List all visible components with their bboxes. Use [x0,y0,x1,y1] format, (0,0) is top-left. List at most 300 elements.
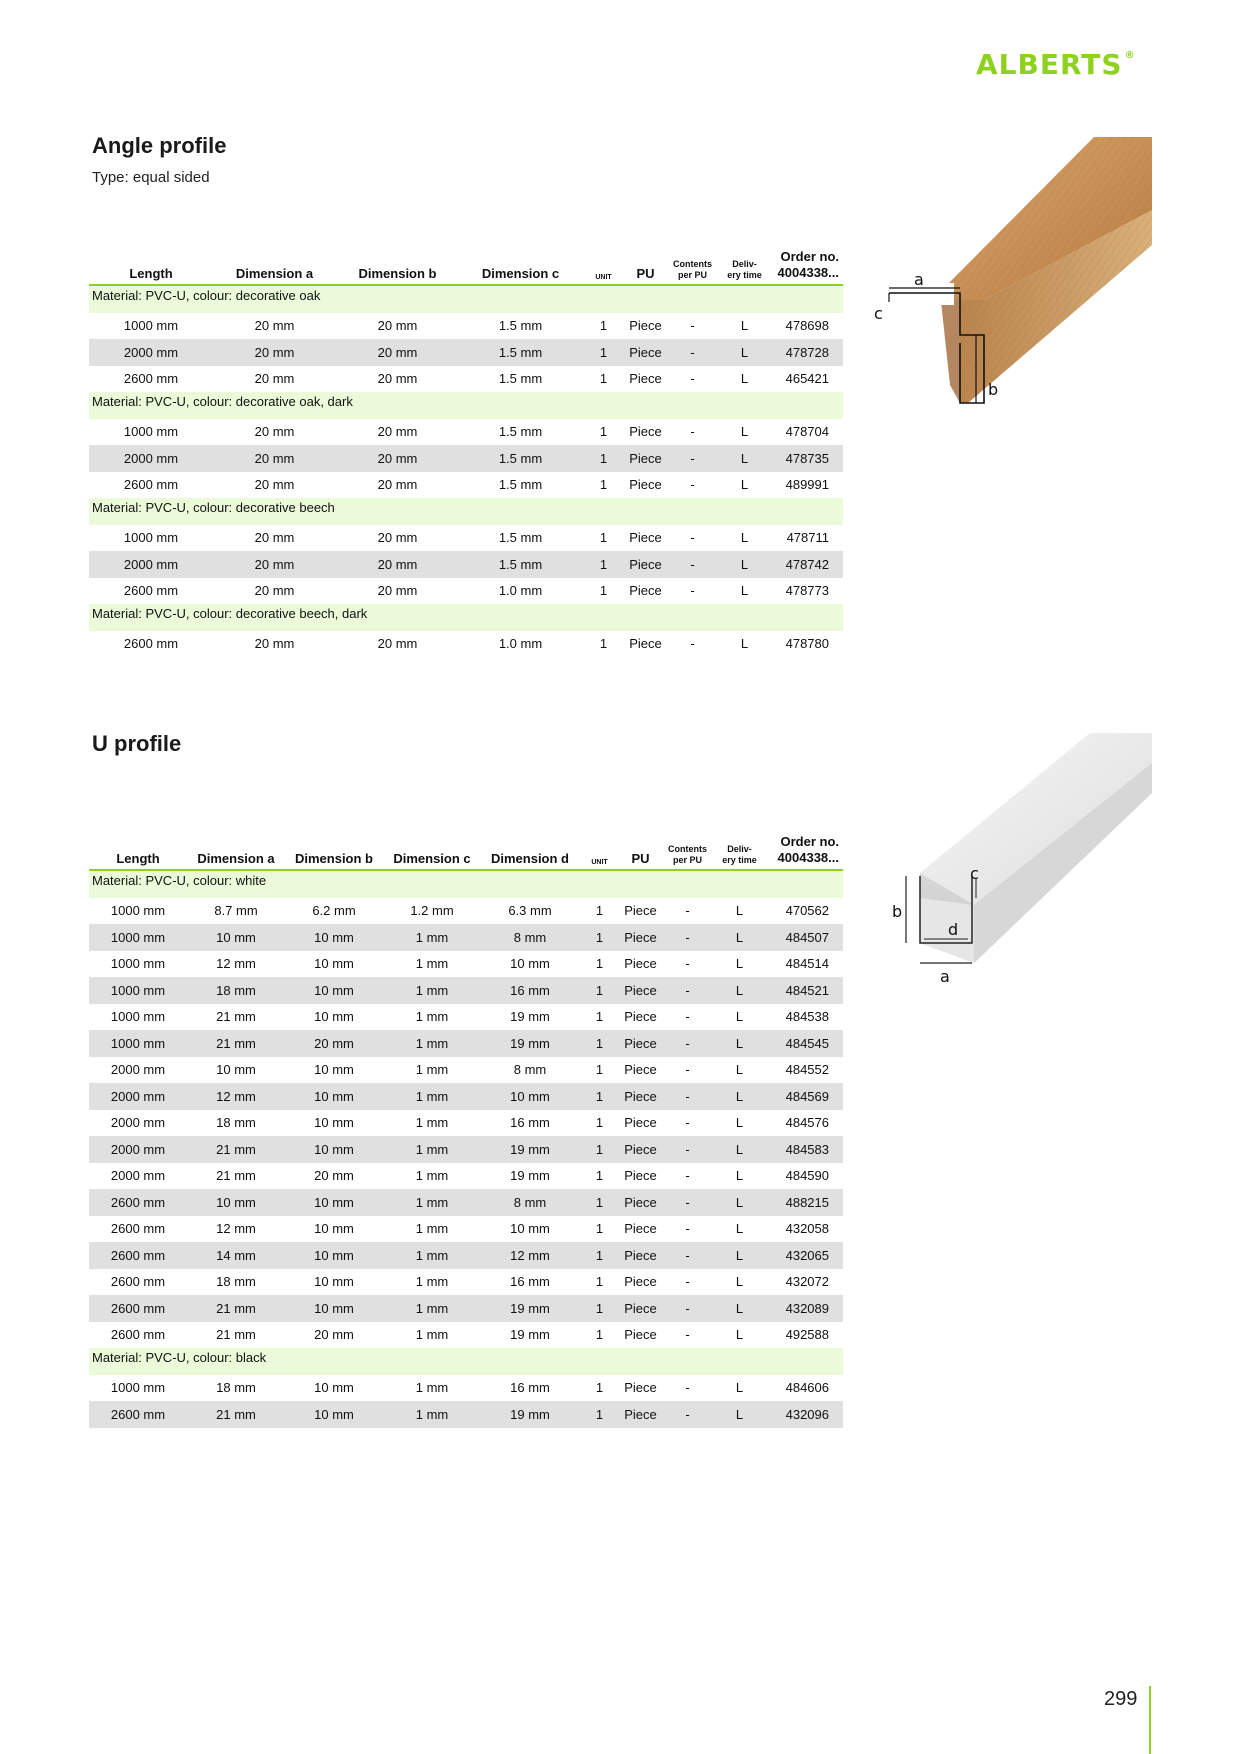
table-cell: Piece [625,339,666,366]
brand-logo [976,48,1136,81]
table-cell: 2600 mm [123,636,179,652]
table-cell: Piece [629,636,662,652]
angle-table-body [89,285,843,657]
table-cell: 1000 mm [123,424,179,440]
table-cell: 20 mm [254,424,295,440]
table-cell: 20 mm [254,477,295,493]
angle-profile-subtitle: Type: equal sided [92,169,210,186]
table-cell: L [735,1327,744,1343]
table-cell: Piece [620,1189,661,1216]
table-cell: - [690,530,695,546]
col-delivery-line2: ery time [727,270,762,280]
table-row [89,1242,843,1269]
table-cell: 1000 mm [123,530,179,546]
table-cell: Piece [624,1009,657,1025]
table-cell: 21 mm [216,1327,256,1343]
table-cell: 20 mm [213,445,336,472]
table-cell: - [685,1327,690,1343]
table-cell: 1 [595,1274,604,1290]
table-cell: 20 mm [377,583,418,599]
u-profile-table [89,834,843,1428]
material-row [89,285,843,313]
cell-order-no: 478711 [786,530,829,546]
table-cell: 10 mm [285,1189,383,1216]
table-cell: 20 mm [377,636,418,652]
table-cell: L [735,1115,744,1131]
table-cell: L [714,1295,765,1322]
table-cell: 10 mm [216,1062,256,1078]
col-delivery-line2: ery time [722,855,757,865]
table-cell: Piece [620,1401,661,1428]
table-cell: 16 mm [510,1115,550,1131]
table-cell: - [661,1030,714,1057]
table-cell: 20 mm [254,636,295,652]
table-cell: 14 mm [187,1242,285,1269]
table-cell: Piece [629,371,662,387]
table-cell: Piece [620,1030,661,1057]
table-cell: 1 mm [415,1380,449,1396]
table-cell: 20 mm [314,1327,354,1343]
table-cell: 1 mm [415,1115,449,1131]
table-cell: 12 mm [216,956,256,972]
table-cell: 2600 mm [89,1295,187,1322]
table-cell: 10 mm [314,1062,354,1078]
cell-order-no: 470562 [785,903,829,919]
table-row [89,472,843,499]
table-cell: 2000 mm [89,551,213,578]
table-cell: 1.0 mm [498,583,543,599]
table-cell: 1 [582,445,625,472]
table-cell: 10 mm [314,1274,354,1290]
cell-order-no: 484606 [785,1380,829,1396]
table-row [89,419,843,446]
table-cell: - [690,318,695,334]
material-row [89,604,843,631]
table-cell: 19 mm [510,1009,550,1025]
table-cell: 1 [582,339,625,366]
table-cell: 16 mm [510,1274,550,1290]
table-cell: 10 mm [510,956,550,972]
table-cell: 10 mm [187,1189,285,1216]
table-cell: 21 mm [187,1030,285,1057]
table-cell: 2600 mm [110,1327,166,1343]
col-contents-line2: per PU [677,270,707,280]
table-cell: 8 mm [481,1189,579,1216]
table-cell: 10 mm [314,956,354,972]
table-cell: 1 mm [415,1327,449,1343]
table-cell: - [690,636,695,652]
table-cell: 21 mm [187,1401,285,1428]
col-dimension-c: Dimension c [459,249,582,285]
table-cell: 2600 mm [110,1221,166,1237]
table-cell: L [740,424,749,440]
table-cell: 1 [582,551,625,578]
cell-order-no: 432065 [765,1242,843,1269]
table-cell: 2600 mm [110,1274,166,1290]
cell-order-no: 465421 [785,371,829,387]
table-cell: 1 mm [415,1274,449,1290]
col-delivery-time [714,834,765,870]
table-row [89,366,843,393]
table-cell: Piece [620,1295,661,1322]
material-row [89,498,843,525]
table-cell: 1 mm [415,1062,449,1078]
table-cell: - [661,1083,714,1110]
cell-order-no: 478735 [770,445,843,472]
table-cell: 20 mm [377,371,418,387]
diagram-label-c: c [874,304,883,323]
table-cell: 10 mm [510,1221,550,1237]
table-cell: 20 mm [377,424,418,440]
table-cell: 10 mm [314,1380,354,1396]
table-cell: L [714,1242,765,1269]
table-cell: 20 mm [377,530,418,546]
table-cell: - [690,424,695,440]
cell-order-no: 492588 [785,1327,829,1343]
table-cell: 2600 mm [89,1401,187,1428]
table-cell: L [740,530,749,546]
angle-profile-title: Angle profile [92,133,227,158]
table-cell: L [740,583,749,599]
table-cell: 1 [579,1401,620,1428]
col-unit: UNIT [582,249,625,285]
table-cell: 1 [579,1189,620,1216]
table-row [89,1057,843,1084]
table-cell: 19 mm [481,1030,579,1057]
table-cell: 1.5 mm [498,371,543,387]
table-cell: 1 [595,1380,604,1396]
cell-order-no: 478773 [785,583,829,599]
table-cell: 1 [595,1115,604,1131]
diagram-label-a: a [940,967,950,986]
table-cell: L [714,1189,765,1216]
table-row [89,339,843,366]
table-cell: 20 mm [336,445,459,472]
table-cell: 1 [595,1168,604,1184]
table-cell: - [685,1009,690,1025]
table-cell: Piece [624,1221,657,1237]
table-cell: 20 mm [254,530,295,546]
table-cell: Piece [624,903,657,919]
table-cell: 1000 mm [89,1030,187,1057]
table-cell: L [714,924,765,951]
table-row [89,898,843,925]
table-row [89,445,843,472]
table-cell: L [735,1380,744,1396]
table-row [89,551,843,578]
table-cell: - [685,1062,690,1078]
table-cell: - [661,1242,714,1269]
table-cell: 1000 mm [110,1380,166,1396]
table-cell: - [661,924,714,951]
table-cell: L [735,1168,744,1184]
table-cell: 2600 mm [89,1189,187,1216]
table-cell: L [714,1083,765,1110]
table-cell: 1.2 mm [410,903,454,919]
diagram-label-a: a [914,270,924,289]
table-cell: 1 [595,1327,604,1343]
table-row [89,1295,843,1322]
material-row [89,392,843,419]
table-cell: 18 mm [187,977,285,1004]
table-cell: 12 mm [481,1242,579,1269]
table-cell: L [719,445,770,472]
col-dimension-b: Dimension b [336,249,459,285]
table-cell: Piece [629,424,662,440]
table-cell: - [685,1274,690,1290]
cell-order-no: 484552 [785,1062,829,1078]
table-cell: L [740,477,749,493]
table-cell: 20 mm [314,1168,354,1184]
table-cell: Piece [624,1115,657,1131]
table-row [89,578,843,605]
table-cell: 16 mm [510,1380,550,1396]
table-cell: L [735,903,744,919]
table-cell: 2000 mm [110,1115,166,1131]
table-row [89,1375,843,1402]
table-cell: 19 mm [510,1327,550,1343]
table-cell: 1000 mm [89,977,187,1004]
col-contents-line2: per PU [672,855,702,865]
table-row [89,1401,843,1428]
table-row [89,1136,843,1163]
cell-order-no: 484521 [765,977,843,1004]
table-cell: 10 mm [285,977,383,1004]
table-cell: 20 mm [377,477,418,493]
table-cell: L [735,1221,744,1237]
table-cell: - [661,1295,714,1322]
u-profile-photo [890,733,1152,1013]
table-cell: 10 mm [481,1083,579,1110]
table-row [89,1322,843,1349]
table-cell: 1 [579,1242,620,1269]
u-front-face [920,898,974,963]
table-cell: - [690,583,695,599]
table-header-row [89,249,843,285]
col-unit: UNIT [579,834,620,870]
table-cell: 21 mm [187,1295,285,1322]
table-cell: 1.5 mm [459,339,582,366]
table-cell: 20 mm [336,339,459,366]
table-cell: 10 mm [285,1136,383,1163]
table-cell: 1.5 mm [498,424,543,440]
col-contents-per-pu [666,249,719,285]
table-cell: - [690,371,695,387]
col-order-line2: 4004338... [777,265,839,280]
col-order-line1: Order no. [780,249,839,264]
col-pu: PU [620,834,661,870]
table-cell: - [685,1168,690,1184]
table-cell: 19 mm [510,1168,550,1184]
table-cell: 1 mm [415,1009,449,1025]
table-cell: 1 [579,1136,620,1163]
table-cell: Piece [624,1062,657,1078]
table-row [89,525,843,552]
table-cell: 1 [599,530,608,546]
table-cell: 1 mm [383,924,481,951]
table-cell: 1.5 mm [459,551,582,578]
col-dimension-a: Dimension a [213,249,336,285]
cell-order-no: 432089 [765,1295,843,1322]
col-delivery-time [719,249,770,285]
table-cell: 6.2 mm [312,903,356,919]
cell-order-no: 484514 [785,956,829,972]
material-label: Material: PVC-U, colour: black [89,1348,843,1375]
table-cell: 1 [599,371,608,387]
angle-edge-face [940,292,960,403]
material-label: Material: PVC-U, colour: decorative oak [89,285,843,313]
table-cell: L [719,339,770,366]
table-row [89,1163,843,1190]
table-cell: Piece [620,1136,661,1163]
page-number: 299 [1104,1688,1138,1710]
table-cell: 12 mm [187,1083,285,1110]
table-cell: 1.5 mm [498,530,543,546]
table-row [89,977,843,1004]
col-contents-line1: Contents [673,259,712,269]
material-row [89,1348,843,1375]
table-row [89,1004,843,1031]
table-cell: 10 mm [285,1242,383,1269]
col-dimension-a: Dimension a [187,834,285,870]
registered-mark: ® [1124,50,1136,61]
table-row [89,1269,843,1296]
table-cell: 1 mm [415,956,449,972]
table-cell: 1000 mm [89,924,187,951]
angle-profile-image [872,135,1152,405]
diagram-label-b: b [892,902,903,921]
table-row [89,1189,843,1216]
table-cell: 1 [579,1030,620,1057]
table-row [89,1083,843,1110]
table-cell: 20 mm [254,371,295,387]
table-cell: Piece [629,318,662,334]
diagram-label-d: d [948,920,959,939]
table-cell: 1 mm [383,1295,481,1322]
diagram-label-b: b [988,380,999,399]
table-cell: L [714,1136,765,1163]
table-cell: 10 mm [285,1401,383,1428]
material-row [89,870,843,898]
material-label: Material: PVC-U, colour: decorative oak, dark [89,392,843,419]
table-cell: 1 [595,1009,604,1025]
table-cell: L [740,371,749,387]
table-cell: - [661,977,714,1004]
table-cell: L [735,1062,744,1078]
col-dimension-b: Dimension b [285,834,383,870]
table-cell: 1 [579,1083,620,1110]
table-cell: 2000 mm [89,1136,187,1163]
table-cell: Piece [624,1327,657,1343]
table-cell: 2600 mm [123,371,179,387]
table-cell: Piece [624,1168,657,1184]
page-number-accent-bar [1149,1686,1151,1754]
table-cell: 1 [599,583,608,599]
table-cell: Piece [620,977,661,1004]
table-cell: 1000 mm [110,1009,166,1025]
material-label: Material: PVC-U, colour: white [89,870,843,898]
table-cell: 20 mm [336,551,459,578]
table-cell: 1000 mm [123,318,179,334]
table-cell: 10 mm [285,1083,383,1110]
material-label: Material: PVC-U, colour: decorative beech, dark [89,604,843,631]
table-row [89,1216,843,1243]
table-cell: 2000 mm [89,445,213,472]
table-cell: 2600 mm [89,1242,187,1269]
col-pu: PU [625,249,666,285]
cell-order-no: 478742 [770,551,843,578]
table-cell: 1 mm [383,1136,481,1163]
table-cell: 1000 mm [110,903,166,919]
table-cell: 20 mm [285,1030,383,1057]
table-cell: L [735,1274,744,1290]
table-cell: 18 mm [216,1380,256,1396]
table-cell: - [685,1115,690,1131]
table-cell: 16 mm [481,977,579,1004]
col-order-line1: Order no. [780,834,839,849]
table-cell: 19 mm [481,1295,579,1322]
angle-profile-table [89,249,843,657]
cell-order-no: 478704 [785,424,829,440]
cell-order-no: 432096 [765,1401,843,1428]
col-contents-per-pu [661,834,714,870]
table-cell: Piece [624,1274,657,1290]
table-cell: 1 mm [383,1189,481,1216]
table-cell: 2000 mm [89,339,213,366]
table-row [89,951,843,978]
table-cell: 2600 mm [123,583,179,599]
table-cell: 1000 mm [110,956,166,972]
table-row [89,313,843,340]
table-cell: 1 [579,1295,620,1322]
table-cell: 20 mm [254,318,295,334]
brand-name: ALBERTS [976,48,1123,81]
table-cell: 8.7 mm [214,903,258,919]
table-cell: L [719,551,770,578]
cell-order-no: 484569 [765,1083,843,1110]
table-cell: 1 mm [383,1083,481,1110]
table-cell: Piece [624,1380,657,1396]
table-cell: L [714,977,765,1004]
table-cell: Piece [629,477,662,493]
u-profile-image [890,733,1152,1013]
table-cell: 21 mm [216,1009,256,1025]
table-cell: - [690,477,695,493]
cell-order-no: 484507 [765,924,843,951]
u-table-body [89,870,843,1428]
angle-profile-photo [872,135,1152,405]
u-profile-title: U profile [92,731,182,756]
table-cell: L [714,1030,765,1057]
cell-order-no: 478698 [785,318,829,334]
table-cell: Piece [624,956,657,972]
table-cell: L [740,636,749,652]
table-cell: 21 mm [216,1168,256,1184]
table-cell: 1 mm [383,1030,481,1057]
table-cell: Piece [629,583,662,599]
table-cell: - [661,1136,714,1163]
table-cell: - [685,1380,690,1396]
table-cell: 20 mm [213,339,336,366]
table-cell: 10 mm [314,1221,354,1237]
table-cell: 19 mm [481,1136,579,1163]
table-cell: - [661,1189,714,1216]
table-cell: 1.5 mm [498,477,543,493]
table-cell: 1.5 mm [459,445,582,472]
table-cell: - [685,956,690,972]
table-cell: 1 [595,903,604,919]
table-cell: 8 mm [513,1062,547,1078]
